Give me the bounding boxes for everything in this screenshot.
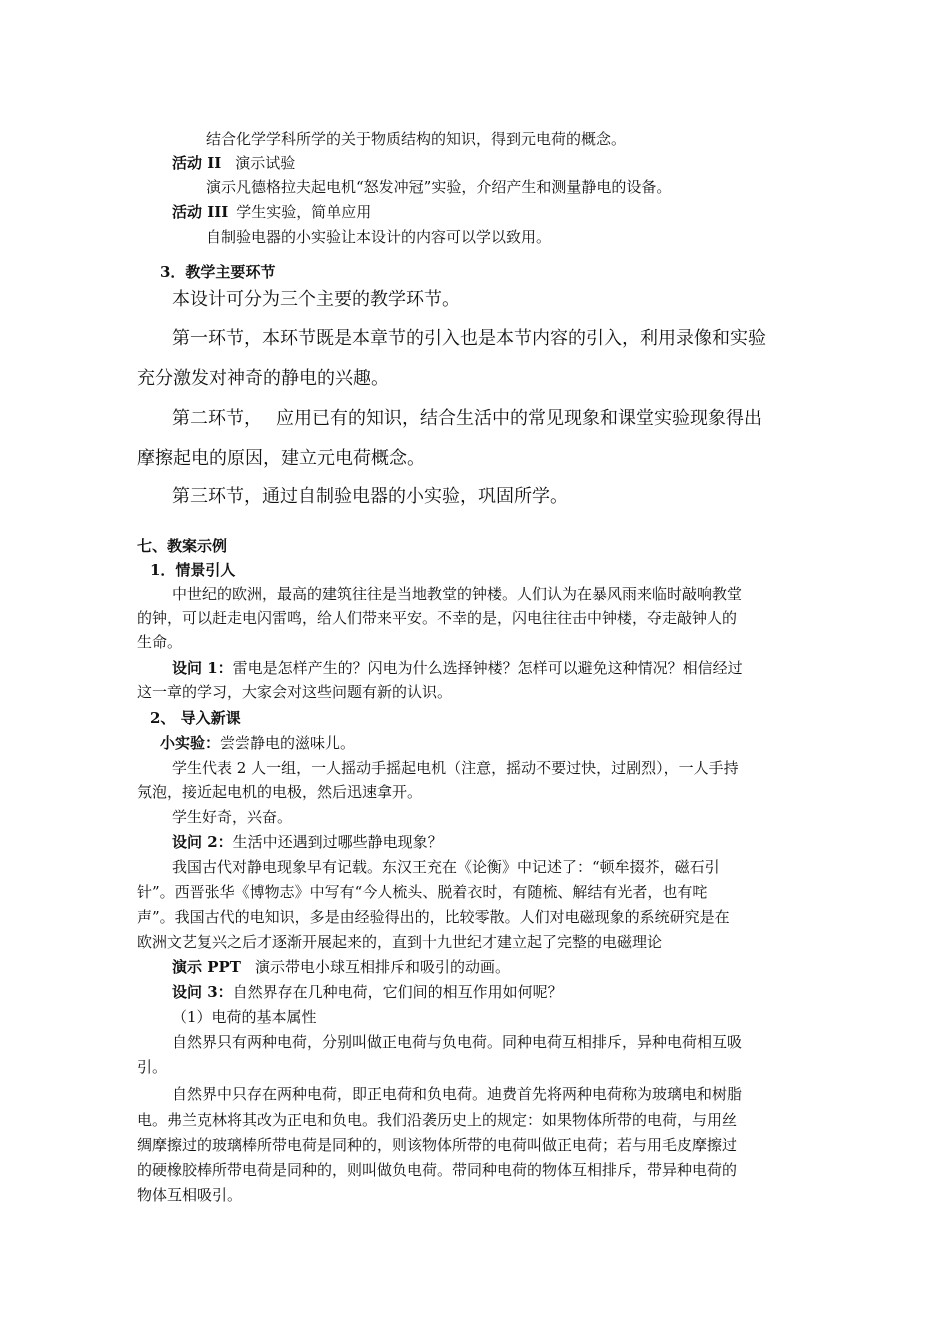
scene-intro-line1: 中世纪的欧洲，最高的建筑往往是当地教堂的钟楼。人们认为在暴风雨来临时敲响教堂 — [172, 585, 743, 603]
ppt-label: 演示 PPT — [172, 958, 241, 976]
experiment-text: 尝尝静电的滋味儿。 — [220, 734, 356, 752]
section-3-p2-lead: 第二环节， — [172, 408, 262, 429]
question-2-row — [172, 832, 443, 852]
activity-3-title: 学生实验，简单应用 — [236, 203, 372, 221]
question-1-label: 设问 1： — [172, 659, 233, 677]
experiment-line3: 学生好奇，兴奋。 — [172, 808, 293, 826]
attribute-line1: 自然界只有两种电荷，分别叫做正电荷与负电荷。同种电荷互相排斥，异种电荷相互吸 — [172, 1033, 743, 1051]
ppt-text: 演示带电小球互相排斥和吸引的动画。 — [254, 958, 510, 976]
scene-intro-line2: 的钟，可以赶走电闪雷鸣，给人们带来平安。不幸的是，闪电往往击中钟楼，夺走敲钟人的 — [137, 609, 738, 627]
question-3-text: 自然界存在几种电荷，它们间的相互作用如何呢？ — [232, 983, 563, 1001]
charge-history-line2: 电。弗兰克林将其改为正电和负电。我们沿袭历史上的规定：如果物体所带的电荷，与用丝 — [137, 1111, 738, 1129]
subsection-1-heading: （1）电荷的基本属性 — [172, 1008, 317, 1026]
section-3-p2-line2: 摩擦起电的原因，建立元电荷概念。 — [137, 448, 425, 469]
activity-2-label: 活动 II — [172, 154, 222, 172]
question-1-row — [172, 658, 743, 678]
section-3-p1-line1: 第一环节，本环节既是本章节的引入也是本节内容的引入，利用录像和实验 — [172, 328, 766, 349]
question-1-line2: 这一章的学习，大家会对这些问题有新的认识。 — [137, 683, 453, 701]
question-2-label: 设问 2： — [172, 833, 233, 851]
charge-history-line5: 物体互相吸引。 — [137, 1186, 243, 1204]
charge-history-line3: 绸摩擦过的玻璃棒所带电荷是同种的，则该物体所带的电荷叫做正电荷；若与用毛皮摩擦过 — [137, 1136, 738, 1154]
activity-2-text: 演示凡德格拉夫起电机“怒发冲冠”实验，介绍产生和测量静电的设备。 — [206, 178, 672, 196]
history-line3: 声”。我国古代的电知识，多是由经验得出的，比较零散。人们对电磁现象的系统研究是在 — [137, 908, 730, 926]
section-3-heading: 3．教学主要环节 — [160, 263, 276, 281]
history-line4: 欧洲文艺复兴之后才逐渐开展起来的，直到十九世纪才建立起了完整的电磁理论 — [137, 933, 663, 951]
experiment-row — [160, 733, 355, 753]
charge-history-line4: 的硬橡胶棒所带电荷是同种的，则叫做负电荷。带同种电荷的物体互相排斥，带异种电荷的 — [137, 1161, 738, 1179]
experiment-line2: 氖泡，接近起电机的电极，然后迅速拿开。 — [137, 783, 423, 801]
attribute-line2: 引。 — [137, 1058, 168, 1076]
question-1-text: 雷电是怎样产生的？闪电为什么选择钟楼？怎样可以避免这种情况？相信经过 — [232, 659, 743, 677]
history-line1: 我国古代对静电现象早有记载。东汉王充在《论衡》中记述了：“顿牟掇芥，磁石引 — [172, 858, 720, 876]
question-3-row — [172, 982, 563, 1002]
question-3-label: 设问 3： — [172, 983, 233, 1001]
section-3-p1-line2: 充分激发对神奇的静电的兴趣。 — [137, 368, 389, 389]
section-7-heading: 七、教案示例 — [137, 537, 228, 555]
activity-3-label: 活动 III — [172, 203, 229, 221]
section-3-p3: 第三环节，通过自制验电器的小实验，巩固所学。 — [172, 486, 568, 507]
section-3-p2-rest: 应用已有的知识，结合生活中的常见现象和课堂实验现象得出 — [276, 408, 762, 429]
scene-intro-heading: 1．情景引人 — [150, 561, 236, 579]
activity-3-text: 自制验电器的小实验让本设计的内容可以学以致用。 — [206, 228, 552, 246]
history-line2: 针”。西晋张华《博物志》中写有“今人梳头、脱着衣时，有随梳、解结有光者，也有咤 — [137, 883, 708, 901]
section-3-p0: 本设计可分为三个主要的教学环节。 — [172, 289, 460, 310]
scene-intro-line3: 生命。 — [137, 633, 183, 651]
activity-3-row — [172, 202, 371, 222]
experiment-line1: 学生代表 2 人一组，一人摇动手摇起电机（注意，摇动不要过快，过剧烈），一人手持 — [172, 759, 739, 777]
activity-2-title: 演示试验 — [235, 154, 296, 172]
new-lesson-heading: 2、 导入新课 — [150, 709, 241, 727]
activity-2-row — [172, 153, 295, 173]
section-3-p2-line1 — [172, 407, 762, 431]
ppt-row — [172, 957, 510, 977]
experiment-label: 小实验： — [160, 734, 221, 752]
activity-intro-line: 结合化学学科所学的关于物质结构的知识，得到元电荷的概念。 — [206, 130, 627, 148]
charge-history-line1: 自然界中只存在两种电荷，即正电荷和负电荷。迪费首先将两种电荷称为玻璃电和树脂 — [172, 1085, 743, 1103]
question-2-text: 生活中还遇到过哪些静电现象？ — [232, 833, 443, 851]
